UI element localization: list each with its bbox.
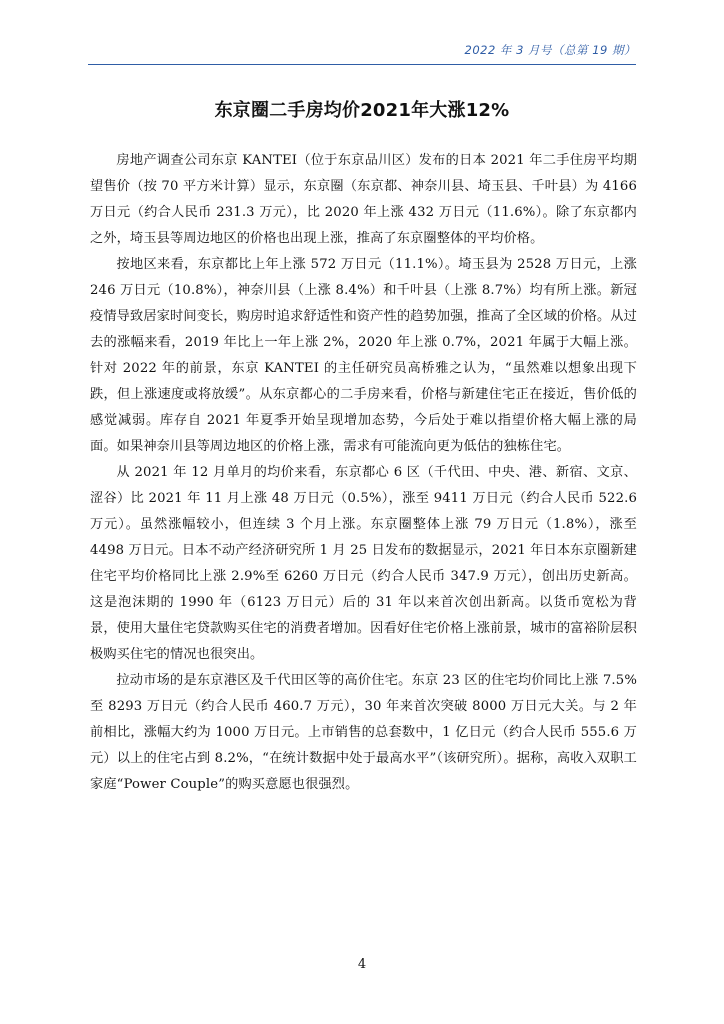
- paragraph-3: 从 2021 年 12 月单月的均价来看，东京都心 6 区（千代田、中央、港、新宿、文京、涩谷）比 2021 年 11 月上涨 48 万日元（0.5%），涨至 9411 万日元（约合人民币 522.6 万元）。虽然涨幅较小，但连续 3 个月上涨。东京圈整体上涨 79 万日元（1.8%），涨至 4498 万日元。日本不动产经济研究所 1 月 25 日发布的数据显示，2021 年日本东京圈新建住宅平均价格同比上涨 2.9%至 6260 万日元（约合人民币 347.9 万元），创出历史新高。这是泡沫期的 1990 年（6123 万日元）后的 31 年以来首次创出新高。以货币宽松为背景，使用大量住宅贷款购买住宅的消费者增加。因看好住宅价格上涨前景，城市的富裕阶层积极购买住宅的情况也很突出。: [90, 465, 637, 662]
- paragraph-2: 按地区来看，东京都比上年上涨 572 万日元（11.1%）。埼玉县为 2528 万日元，上涨 246 万日元（10.8%），神奈川县（上涨 8.4%）和千叶县（上涨 8.7%）均有所上涨。新冠疫情导致居家时间变长，购房时追求舒适性和资产性的趋势加强，推高了全区域的价格。从过去的涨幅来看，2019 年比上一年上涨 2%，2020 年上涨 0.7%，2021 年属于大幅上涨。针对 2022 年的前景，东京 KANTEI 的主任研究员高桥雅之认为，“虽然难以想象出现下跌，但上涨速度或将放缓”。从东京都心的二手房来看，价格与新建住宅正在接近，售价低的感觉减弱。库存自 2021 年夏季开始呈现增加态势，今后处于难以指望价格大幅上涨的局面。如果神奈川县等周边地区的价格上涨，需求有可能流向更为低估的独栋住宅。: [90, 257, 637, 454]
- paragraph-1: 房地产调查公司东京 KANTEI（位于东京品川区）发布的日本 2021 年二手住房平均期望售价（按 70 平方米计算）显示，东京圈（东京都、神奈川县、埼玉县、千叶县）为 4166 万日元（约合人民币 231.3 万元），比 2020 年上涨 432 万日元（11.6%）。除了东京都内之外，埼玉县等周边地区的价格也出现上涨，推高了东京圈整体的平均价格。: [90, 153, 637, 246]
- header-divider: [88, 64, 636, 65]
- article-title: 东京圈二手房均价2021年大涨12%: [214, 100, 510, 121]
- article-body: [90, 148, 637, 798]
- issue-header: 2022 年 3 月号（总第 19 期）: [464, 43, 636, 57]
- paragraph-4: 拉动市场的是东京港区及千代田区等的高价住宅。东京 23 区的住宅均价同比上涨 7.5%至 8293 万日元（约合人民币 460.7 万元），30 年来首次突破 8000 万日元大关。与 2 年前相比，涨幅大约为 1000 万日元。上市销售的总套数中，1 亿日元（约合人民币 555.6 万元）以上的住宅占到 8.2%，“在统计数据中处于最高水平”（该研究所）。据称，高收入双职工家庭“Power Couple”的购买意愿也很强烈。: [90, 673, 637, 792]
- page-number: 4: [357, 957, 367, 972]
